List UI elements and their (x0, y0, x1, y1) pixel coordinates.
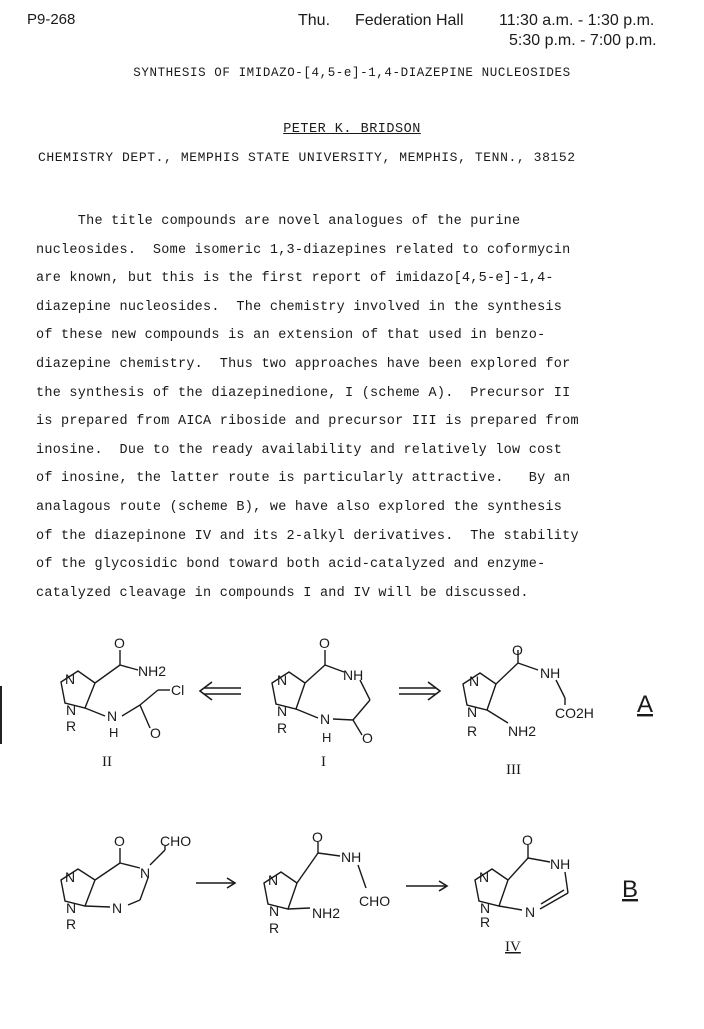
bond (353, 700, 370, 720)
poster-number: P9-268 (27, 11, 76, 28)
atom-label: CHO (160, 833, 192, 849)
abstract-line: diazepine chemistry. Thus two approaches have been explored for (36, 356, 571, 372)
bond (140, 878, 148, 900)
atom-label: N (66, 900, 77, 916)
atom-label: CHO (359, 893, 391, 909)
abstract-line: catalyzed cleavage in compounds I and IV will be discussed. (36, 585, 529, 601)
compound-numeral: II (102, 754, 112, 770)
compound-II-structure (61, 635, 184, 741)
atom-label: O (319, 635, 330, 651)
atom-label: N (480, 900, 491, 916)
bond (95, 863, 120, 880)
abstract-line: analagous route (scheme B), we have also explored the synthesis (36, 499, 563, 515)
atom-label: O (362, 730, 373, 746)
scheme-a-label: A (637, 691, 654, 718)
atom-label: O (150, 725, 161, 741)
atom-label: N (269, 903, 280, 919)
abstract-line: of these new compounds is an extension of that used in benzo- (36, 328, 546, 344)
bond (120, 665, 138, 670)
session-time-2: 5:30 p.m. - 7:00 p.m. (509, 32, 657, 49)
atom-label: O (114, 833, 125, 849)
compound-numeral: III (506, 762, 521, 778)
bond (508, 858, 528, 880)
bond (358, 865, 366, 888)
atom-label: NH2 (508, 723, 537, 739)
bond (499, 906, 522, 910)
atom-label: R (277, 720, 288, 736)
bond (556, 680, 565, 698)
atom-label: O (522, 832, 533, 848)
compound-I-structure (272, 635, 373, 746)
bond (122, 705, 140, 716)
abstract-line: The title compounds are novel analogues of the purine (36, 214, 521, 229)
atom-label: N (65, 671, 76, 687)
bond (85, 708, 105, 716)
bond (318, 853, 340, 856)
atom-label: CO2H (555, 705, 594, 721)
atom-label: N (320, 711, 331, 727)
bond (305, 665, 325, 683)
bond (496, 663, 518, 684)
atom-label: NH (343, 667, 364, 683)
carbonyl-bond (353, 720, 362, 735)
compound-numeral: I (321, 754, 326, 770)
atom-label: N (469, 673, 480, 689)
atom-label: N (66, 702, 77, 718)
atom-label: R (66, 916, 77, 932)
abstract-line: of inosine, the latter route is particularly attractive. By an (36, 471, 571, 487)
atom-label: R (66, 718, 77, 734)
bond (120, 863, 140, 868)
atom-label: N (479, 869, 490, 885)
bond (360, 680, 370, 700)
bond (528, 858, 550, 862)
bond (85, 906, 110, 907)
abstract-line: inosine. Due to the ready availability and relatively low cost (36, 442, 563, 458)
atom-label: N (277, 672, 288, 688)
carbonyl-bond (140, 705, 150, 728)
retro-arrow-right (399, 682, 440, 700)
abstract-line: are known, but this is the first report of imidazo[4,5-e]-1,4- (36, 271, 554, 287)
abstract-line: the synthesis of the diazepinedione, I (scheme A). Precursor II (36, 385, 571, 401)
abstract-line: of the diazepinone IV and its 2-alkyl derivatives. The stability (36, 528, 579, 544)
atom-label: NH (550, 856, 571, 872)
bond (325, 665, 344, 672)
bond (140, 690, 158, 705)
atom-label: N (268, 872, 279, 888)
atom-label: NH2 (312, 905, 341, 921)
reaction-arrow-1 (196, 878, 235, 888)
atom-label: N (140, 865, 151, 881)
atom-label: N (112, 900, 123, 916)
atom-label: R (480, 914, 491, 930)
bond (487, 710, 508, 723)
atom-label: N (107, 708, 118, 724)
atom-label: Cl (171, 682, 185, 698)
atom-label: N (277, 703, 288, 719)
abstract-line: diazepine nucleosides. The chemistry involved in the synthesis (36, 299, 563, 315)
compound-numeral: IV (505, 939, 521, 955)
bond (297, 853, 318, 883)
atom-label: N (65, 869, 76, 885)
abstract-line: is prepared from AICA riboside and precursor III is prepared from (36, 414, 579, 430)
retro-arrow-left (200, 682, 241, 700)
bond (288, 908, 310, 909)
scheme-b-label: B (622, 876, 639, 903)
atom-label: NH (540, 665, 561, 681)
atom-label: R (467, 723, 478, 739)
reaction-arrow-2 (406, 881, 447, 891)
author-name: PETER K. BRIDSON (283, 122, 421, 137)
bond (128, 900, 140, 905)
session-time-1: 11:30 a.m. - 1:30 p.m. (499, 12, 655, 29)
atom-label: NH (341, 849, 362, 865)
bond (296, 709, 318, 718)
session-location: Federation Hall (355, 12, 464, 29)
compound-III-structure (463, 642, 594, 739)
bond (150, 850, 165, 865)
author-affiliation: CHEMISTRY DEPT., MEMPHIS STATE UNIVERSITY, MEMPHIS, TENN., 38152 (38, 150, 576, 165)
bond (518, 663, 538, 670)
session-day: Thu. (298, 12, 331, 29)
compound-b2-structure (264, 829, 390, 936)
atom-label: NH2 (138, 663, 167, 679)
compound-b1-structure (61, 833, 191, 932)
atom-label: O (512, 642, 523, 658)
compound-IV-structure (475, 832, 570, 930)
atom-label: O (114, 635, 125, 651)
paper-title: SYNTHESIS OF IMIDAZO-[4,5-e]-1,4-DIAZEPINE NUCLEOSIDES (133, 66, 571, 80)
abstract-line: of the glycosidic bond toward both acid-catalyzed and enzyme- (36, 557, 546, 573)
bond (333, 719, 353, 720)
atom-label: O (312, 829, 323, 845)
atom-label: R (269, 920, 280, 936)
atom-label: N (467, 704, 478, 720)
atom-label: H (322, 730, 332, 745)
atom-label: H (109, 725, 119, 740)
bond (95, 665, 120, 683)
abstract-line: nucleosides. Some isomeric 1,3-diazepines related to coformycin (36, 242, 571, 258)
atom-label: N (525, 904, 536, 920)
bond (565, 872, 568, 893)
